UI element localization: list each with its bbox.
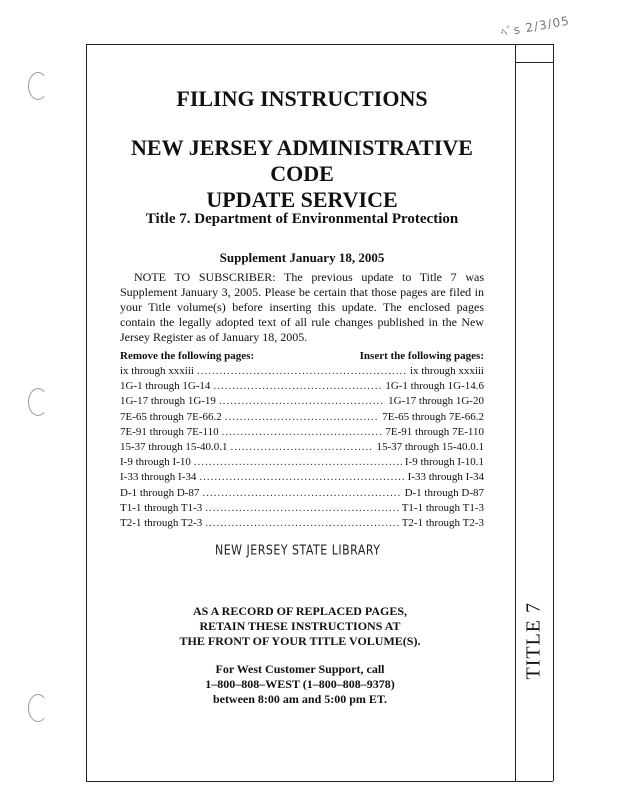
insert-pages-cell: 7E-65 through 7E-66.2 — [382, 410, 484, 423]
insert-pages-cell: 7E-91 through 7E-110 — [385, 425, 484, 438]
document-title: FILING INSTRUCTIONS — [176, 86, 428, 111]
insert-pages-header: Insert the following pages: — [359, 350, 484, 362]
table-row — [120, 486, 484, 501]
leader-dots — [205, 516, 398, 531]
record-instructions — [150, 604, 450, 649]
side-tab-label: TITLE 7 — [522, 601, 545, 680]
record-line-2: RETAIN THESE INSTRUCTIONS AT — [199, 619, 401, 633]
leader-dots — [219, 394, 385, 409]
table-row — [120, 364, 484, 379]
insert-pages-cell: T1-1 through T1-3 — [401, 501, 484, 514]
record-line-3: THE FRONT OF YOUR TITLE VOLUME(S). — [179, 634, 421, 648]
library-stamp: NEW JERSEY STATE LIBRARY — [215, 542, 381, 559]
insert-pages-cell: 1G-17 through 1G-20 — [388, 395, 484, 408]
insert-pages-cell: ix through xxxiii — [410, 365, 484, 377]
table-row — [120, 440, 484, 455]
insert-pages-cell: D-1 through D-87 — [404, 486, 484, 499]
title-subtitle: Title 7. Department of Environmental Protection — [145, 211, 459, 227]
support-phone: 1–800–808–WEST (1–800–808–9378) — [205, 677, 395, 691]
leader-dots — [199, 470, 404, 485]
remove-pages-cell: I-33 through I-34 — [120, 471, 197, 484]
customer-support — [150, 662, 450, 707]
leader-dots — [194, 455, 402, 470]
insert-pages-cell: I-9 through I-10.1 — [404, 456, 484, 469]
record-line-1: AS A RECORD OF REPLACED PAGES, — [192, 604, 408, 618]
leader-dots — [213, 379, 382, 394]
punch-hole-middle — [28, 388, 48, 416]
leader-dots — [222, 425, 383, 440]
side-tab-top-rule — [515, 62, 553, 63]
code-title-line1: NEW JERSEY ADMINISTRATIVE CODE — [131, 135, 473, 186]
remove-pages-cell: 7E-91 through 7E-110 — [120, 425, 219, 438]
table-row — [120, 394, 484, 409]
supplement-date: Supplement January 18, 2005 — [219, 250, 385, 265]
code-title — [100, 135, 504, 213]
pages-table-header — [120, 350, 484, 362]
handwritten-note: ﾍﾞs 2/3/05 — [499, 13, 571, 40]
support-line-1: For West Customer Support, call — [215, 662, 385, 676]
subscriber-note — [120, 270, 484, 345]
leader-dots — [202, 486, 401, 501]
punch-hole-bottom — [28, 694, 48, 722]
table-row — [120, 501, 484, 516]
insert-pages-cell: T2-1 through T2-3 — [401, 516, 484, 529]
remove-pages-cell: T2-1 through T2-3 — [120, 516, 203, 529]
sheet-border-top — [86, 44, 553, 45]
code-title-line2: UPDATE SERVICE — [206, 187, 398, 212]
insert-pages-cell: 15-37 through 15-40.0.1 — [376, 440, 484, 453]
remove-pages-cell: 7E-65 through 7E-66.2 — [120, 410, 222, 423]
remove-pages-cell: 1G-17 through 1G-19 — [120, 395, 216, 408]
remove-pages-cell: D-1 through D-87 — [120, 486, 200, 499]
remove-pages-cell: T1-1 through T1-3 — [120, 501, 203, 514]
support-hours: between 8:00 am and 5:00 pm ET. — [212, 692, 388, 706]
table-row — [120, 455, 484, 470]
remove-pages-cell: 15-37 through 15-40.0.1 — [120, 440, 228, 453]
leader-dots — [205, 501, 398, 516]
punch-hole-top — [28, 72, 48, 100]
remove-pages-cell: I-9 through I-10 — [120, 456, 191, 469]
pages-table-rows — [120, 364, 484, 531]
table-row — [120, 516, 484, 531]
remove-pages-header: Remove the following pages: — [120, 350, 255, 362]
insert-pages-cell: I-33 through I-34 — [407, 471, 484, 484]
table-row — [120, 379, 484, 394]
sheet-border-left — [86, 44, 87, 781]
remove-pages-cell: 1G-1 through 1G-14 — [120, 380, 211, 393]
insert-pages-cell: 1G-1 through 1G-14.6 — [385, 380, 484, 393]
table-row — [120, 410, 484, 425]
sheet-border-bottom — [86, 781, 553, 782]
leader-dots — [231, 440, 374, 455]
sheet-border-right — [553, 44, 554, 781]
leader-dots — [197, 364, 407, 379]
table-row — [120, 470, 484, 485]
table-row — [120, 425, 484, 440]
subscriber-note-text: NOTE TO SUBSCRIBER: The previous update to Title 7 was Supplement January 3, 2005. Please be certain that those pages are filed in your Title volume(s) before inserting this update. The enclosed pages contain the legally adopted text of all rule changes published in the New Jersey Register as of January 18, 2005. — [120, 270, 484, 344]
remove-pages-cell: ix through xxxiii — [120, 365, 194, 377]
leader-dots — [225, 410, 380, 425]
